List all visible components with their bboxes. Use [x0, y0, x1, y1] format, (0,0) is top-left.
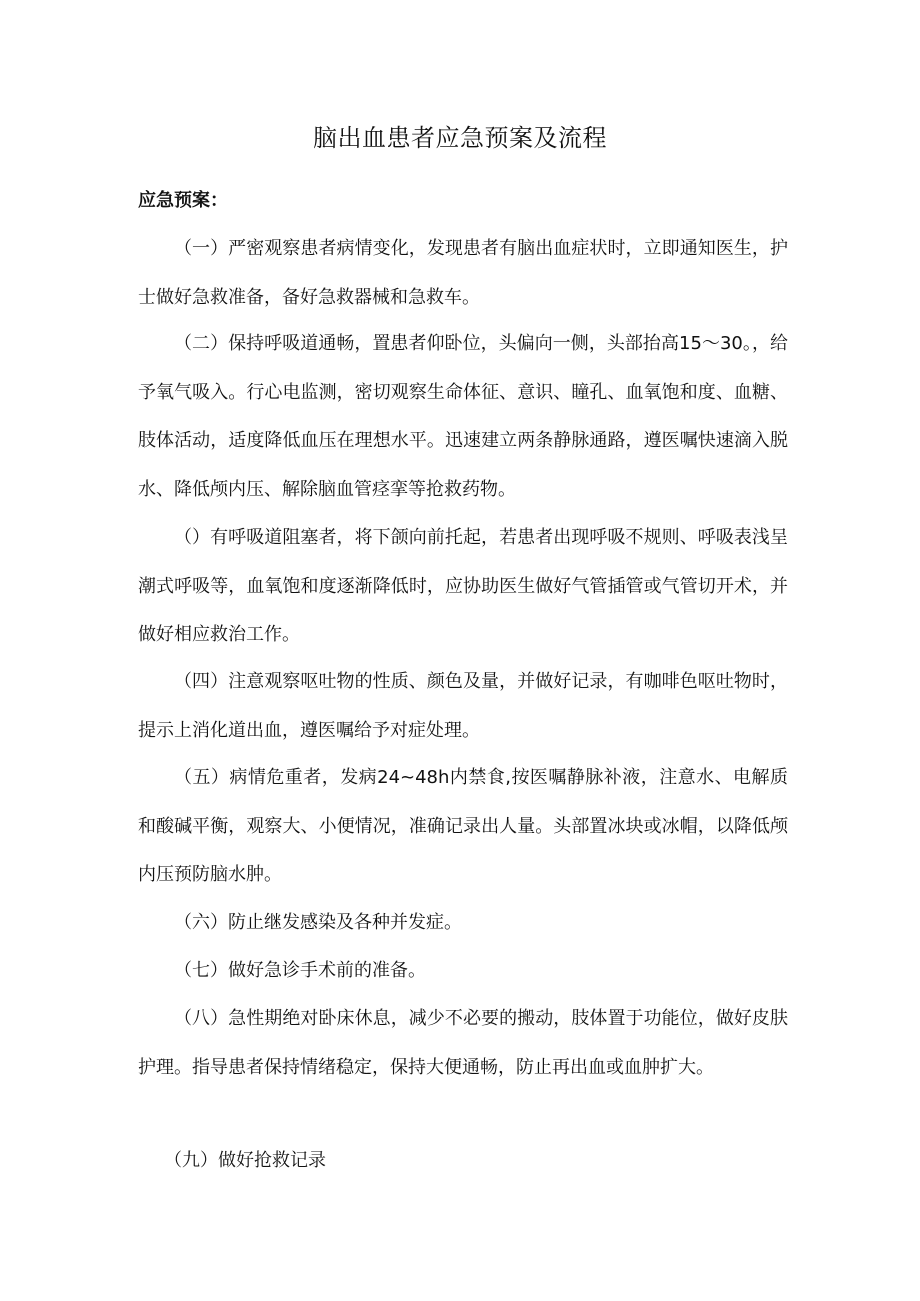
paragraph-8: （八）急性期绝对卧床休息，减少不必要的搬动，肢体置于功能位，做好皮肤护理。指导患者保持情绪稳定，保持大便通畅，防止再出血或血肿扩大。 — [138, 1008, 788, 1078]
paragraph-2: （二）保持呼吸道通畅，置患者仰卧位，头偏向一侧，头部抬高15～30。，给予氧气吸入。行心电监测，密切观察生命体征、意识、瞳孔、血氧饱和度、血糖、肢体活动，适度降低血压在理想水平。迅速建立两条静脉通路，遵医嘱快速滴入脱水、降低颅内压、解除脑血管痉挛等抢救药物。 — [138, 333, 788, 500]
paragraph-6: （六）防止继发感染及各种并发症。 — [174, 912, 462, 933]
document-title: 脑出血患者应急预案及流程 — [313, 124, 607, 152]
paragraph-4: （四）注意观察呕吐物的性质、颜色及量，并做好记录，有咖啡色呕吐物时，提示上消化道出血，遵医嘱给予对症处理。 — [138, 671, 788, 741]
paragraph-7: （七）做好急诊手术前的准备。 — [174, 960, 426, 981]
paragraph-1: （一）严密观察患者病情变化，发现患者有脑出血症状时，立即通知医生，护士做好急救准备，备好急救器械和急救车。 — [138, 238, 788, 308]
paragraph-5: （五）病情危重者，发病24~48h内禁食,按医嘱静脉补液，注意水、电解质和酸碱平衡，观察大、小便情况，准确记录出人量。头部置冰块或冰帽，以降低颅内压预防脑水肿。 — [138, 767, 788, 885]
paragraph-9: （九）做好抢救记录 — [164, 1150, 326, 1171]
section-heading: 应急预案： — [138, 190, 228, 211]
paragraph-3: （）有呼吸道阻塞者，将下颌向前托起，若患者出现呼吸不规则、呼吸表浅呈潮式呼吸等，血氧饱和度逐渐降低时，应协助医生做好气管插管或气管切开术，并做好相应救治工作。 — [138, 527, 788, 645]
